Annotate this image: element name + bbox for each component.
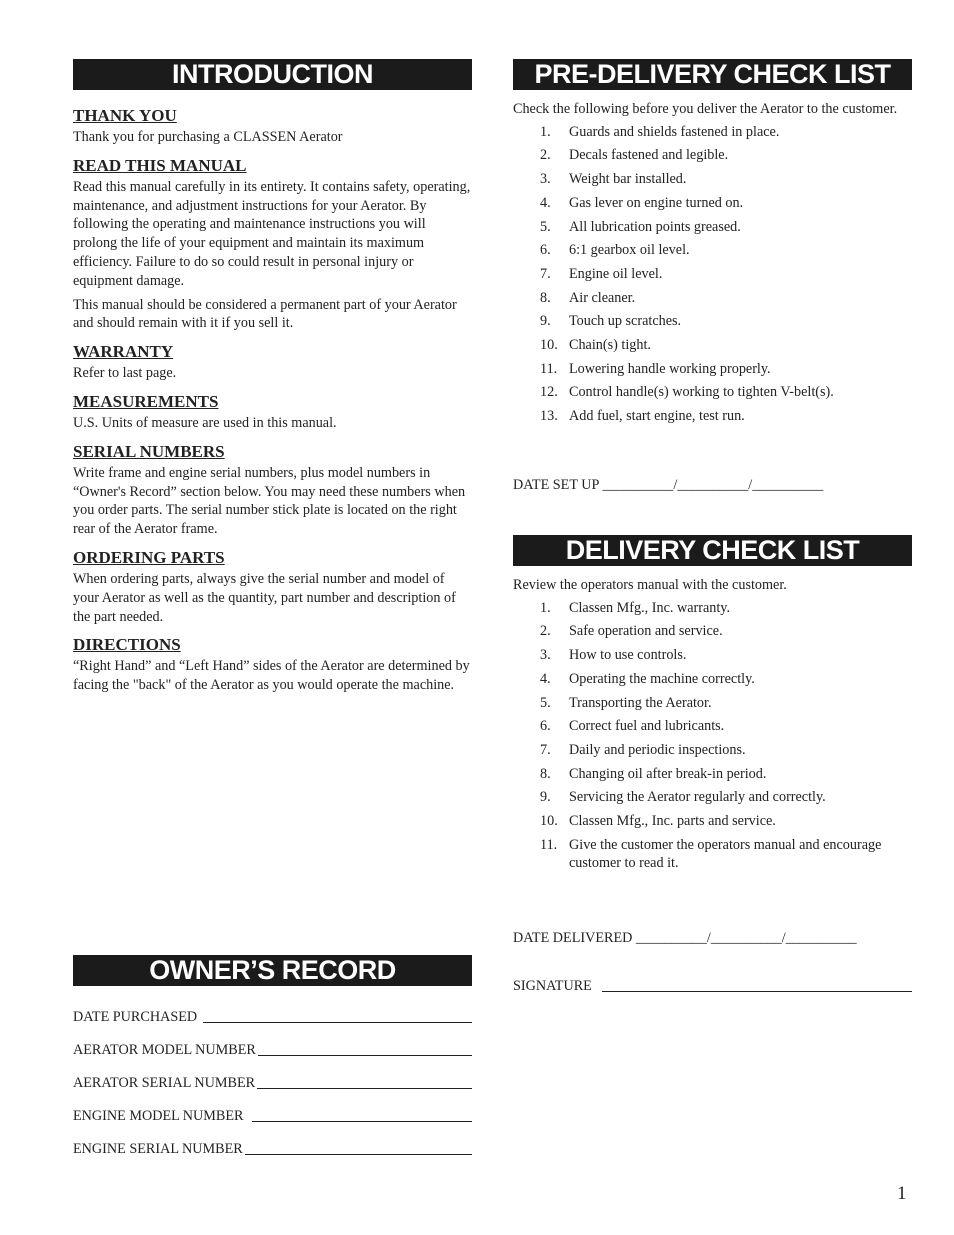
fill-line <box>258 1041 472 1056</box>
checklist-item-text: Guards and shields fastened in place. <box>569 123 780 140</box>
checklist-item-text: Classen Mfg., Inc. parts and service. <box>569 812 776 829</box>
checklist-item-number: 3. <box>540 171 551 188</box>
field-label: AERATOR MODEL NUMBER <box>73 1042 256 1058</box>
checklist-item-number: 4. <box>540 670 551 687</box>
checklist-item-number: 9. <box>540 313 551 330</box>
engine-serial-number-field[interactable] <box>73 1140 472 1158</box>
field-label: ENGINE SERIAL NUMBER <box>73 1141 243 1157</box>
section-thank-you <box>73 106 472 147</box>
checklist-item <box>513 717 912 736</box>
checklist-item-number: 6. <box>540 242 551 259</box>
section-heading: SERIAL NUMBERS <box>73 441 225 461</box>
checklist-item <box>513 241 912 260</box>
section-warranty <box>73 342 472 383</box>
section-paragraph: U.S. Units of measure are used in this manual. <box>73 414 337 431</box>
fill-line <box>203 1008 472 1023</box>
checklist-item-number: 1. <box>540 123 551 140</box>
checklist-item <box>513 741 912 760</box>
owners-record <box>73 955 472 1175</box>
date-purchased-field[interactable] <box>73 1008 472 1026</box>
aerator-serial-number-field[interactable] <box>73 1074 472 1092</box>
engine-model-number-field[interactable] <box>73 1107 472 1125</box>
checklist-item <box>513 336 912 355</box>
checklist-item <box>513 788 912 807</box>
checklist-item-text: Lowering handle working properly. <box>569 360 771 377</box>
fill-line <box>257 1074 472 1089</box>
checklist-item-text: Add fuel, start engine, test run. <box>569 408 745 425</box>
section-paragraph: When ordering parts, always give the serial number and model of your Aerator as well as the quantity, part number and description of the part needed. <box>73 570 456 625</box>
checklist-item-text: All lubrication points greased. <box>569 218 741 235</box>
checklist-item <box>513 622 912 641</box>
checklist-item <box>513 836 912 874</box>
checklist-item <box>513 812 912 831</box>
section-measurements <box>73 392 472 433</box>
checklist-item-number: 2. <box>540 623 551 640</box>
checklist-item-number: 13. <box>540 408 558 425</box>
checklist-item-text: Air cleaner. <box>569 289 636 306</box>
checklist-item-number: 8. <box>540 765 551 782</box>
introduction-banner: INTRODUCTION <box>73 59 472 90</box>
checklist-item-text: Safe operation and service. <box>569 623 723 640</box>
checklist-item-text: Correct fuel and lubricants. <box>569 718 725 735</box>
checklist-item-number: 4. <box>540 194 551 211</box>
checklist-item <box>513 694 912 713</box>
owners-record-banner: OWNER’S RECORD <box>73 955 472 986</box>
checklist-item-number: 10. <box>540 812 558 829</box>
section-heading: MEASUREMENTS <box>73 391 219 411</box>
checklist-item-number: 3. <box>540 647 551 664</box>
checklist-item-text: Servicing the Aerator regularly and correctly. <box>569 789 826 806</box>
delivery-intro: Review the operators manual with the customer. <box>513 577 787 593</box>
checklist-item-text: Gas lever on engine turned on. <box>569 194 744 211</box>
checklist-item-text: Classen Mfg., Inc. warranty. <box>569 599 731 616</box>
checklist-item-text: Engine oil level. <box>569 265 663 282</box>
checklist-item-number: 5. <box>540 218 551 235</box>
section-paragraph: Read this manual carefully in its entirety. It contains safety, operating, maintenance, and adjustment instructions for your Aerator. By following the operating and maintenance instructions you will prolong the life of your equipment and maintain its maximum efficiency. Failure to do so could result in personal injury or equipment damage. <box>73 178 471 289</box>
checklist-item <box>513 407 912 426</box>
aerator-model-number-field[interactable] <box>73 1041 472 1059</box>
checklist-item-text: 6:1 gearbox oil level. <box>569 242 690 259</box>
signature-label: SIGNATURE <box>513 978 592 994</box>
checklist-item-text: Touch up scratches. <box>569 313 682 330</box>
checklist-item-text: Give the customer the operators manual and encourage customer to read it. <box>569 836 882 872</box>
section-paragraph: Refer to last page. <box>73 365 177 382</box>
checklist-item <box>513 289 912 308</box>
fill-line <box>252 1107 473 1122</box>
signature-field[interactable] <box>513 977 912 995</box>
section-heading: READ THIS MANUAL <box>73 155 247 175</box>
checklist-item <box>513 146 912 165</box>
checklist-item-text: Transporting the Aerator. <box>569 694 712 711</box>
delivery-banner: DELIVERY CHECK LIST <box>513 535 912 566</box>
page-number: 1 <box>897 1183 907 1204</box>
checklist-item <box>513 194 912 213</box>
section-paragraph: Write frame and engine serial numbers, plus model numbers in “Owner's Record” section below. You may need these numbers when you order parts. The serial number stick plate is located on the right rear of the Aerator frame. <box>73 464 466 538</box>
checklist-item <box>513 646 912 665</box>
checklist-item-number: 9. <box>540 789 551 806</box>
section-ordering-parts <box>73 548 472 626</box>
checklist-item-text: Control handle(s) working to tighten V-belt(s). <box>569 384 834 401</box>
checklist-item-text: Changing oil after break-in period. <box>569 765 767 782</box>
date-delivered-field[interactable]: DATE DELIVERED __________/__________/__________ <box>513 930 857 946</box>
checklist-item <box>513 360 912 379</box>
delivery-column <box>513 535 912 878</box>
section-paragraph: “Right Hand” and “Left Hand” sides of the Aerator are determined by facing the "back" of the Aerator as you would operate the machine. <box>73 658 470 694</box>
pre-delivery-banner: PRE-DELIVERY CHECK LIST <box>513 59 912 90</box>
checklist-item-text: How to use controls. <box>569 647 687 664</box>
checklist-item-text: Weight bar installed. <box>569 171 687 188</box>
checklist-item-number: 11. <box>540 360 558 377</box>
section-directions <box>73 635 472 695</box>
checklist-item-number: 1. <box>540 599 551 616</box>
field-label: AERATOR SERIAL NUMBER <box>73 1075 256 1091</box>
field-label: ENGINE MODEL NUMBER <box>73 1108 244 1124</box>
checklist-item <box>513 765 912 784</box>
checklist-item <box>513 170 912 189</box>
section-heading: THANK YOU <box>73 106 177 125</box>
section-heading: DIRECTIONS <box>73 635 181 655</box>
date-set-up-field[interactable]: DATE SET UP __________/__________/__________ <box>513 477 824 493</box>
checklist-item <box>513 265 912 284</box>
checklist-item-text: Operating the machine correctly. <box>569 670 755 687</box>
section-paragraph: This manual should be considered a permanent part of your Aerator and should remain with it if you sell it. <box>73 296 457 332</box>
checklist-item-number: 11. <box>540 836 558 853</box>
checklist-item <box>513 123 912 142</box>
checklist-item-number: 7. <box>540 265 551 282</box>
checklist-item <box>513 670 912 689</box>
checklist-item <box>513 383 912 402</box>
checklist-item <box>513 218 912 237</box>
checklist-item <box>513 312 912 331</box>
checklist-item-number: 5. <box>540 694 551 711</box>
field-label: DATE PURCHASED <box>73 1009 198 1025</box>
section-paragraph: Thank you for purchasing a CLASSEN Aerator <box>73 129 343 145</box>
checklist-item-number: 8. <box>540 289 551 306</box>
checklist-item-number: 2. <box>540 147 551 164</box>
section-heading: WARRANTY <box>73 342 174 362</box>
introduction-column <box>73 59 472 695</box>
delivery-checklist <box>513 599 912 873</box>
pre-delivery-column <box>513 59 912 431</box>
pre-delivery-intro: Check the following before you deliver the Aerator to the customer. <box>513 101 898 117</box>
checklist-item-text: Chain(s) tight. <box>569 336 651 353</box>
fill-line <box>245 1140 472 1155</box>
signature-line <box>602 977 912 992</box>
checklist-item-text: Decals fastened and legible. <box>569 147 729 164</box>
section-heading: ORDERING PARTS <box>73 547 225 567</box>
checklist-item <box>513 599 912 618</box>
checklist-item-number: 6. <box>540 718 551 735</box>
checklist-item-number: 12. <box>540 384 558 401</box>
section-read-this-manual <box>73 156 472 333</box>
pre-delivery-checklist <box>513 123 912 426</box>
section-serial-numbers <box>73 442 472 539</box>
checklist-item-text: Daily and periodic inspections. <box>569 741 746 758</box>
checklist-item-number: 7. <box>540 741 551 758</box>
checklist-item-number: 10. <box>540 336 558 353</box>
